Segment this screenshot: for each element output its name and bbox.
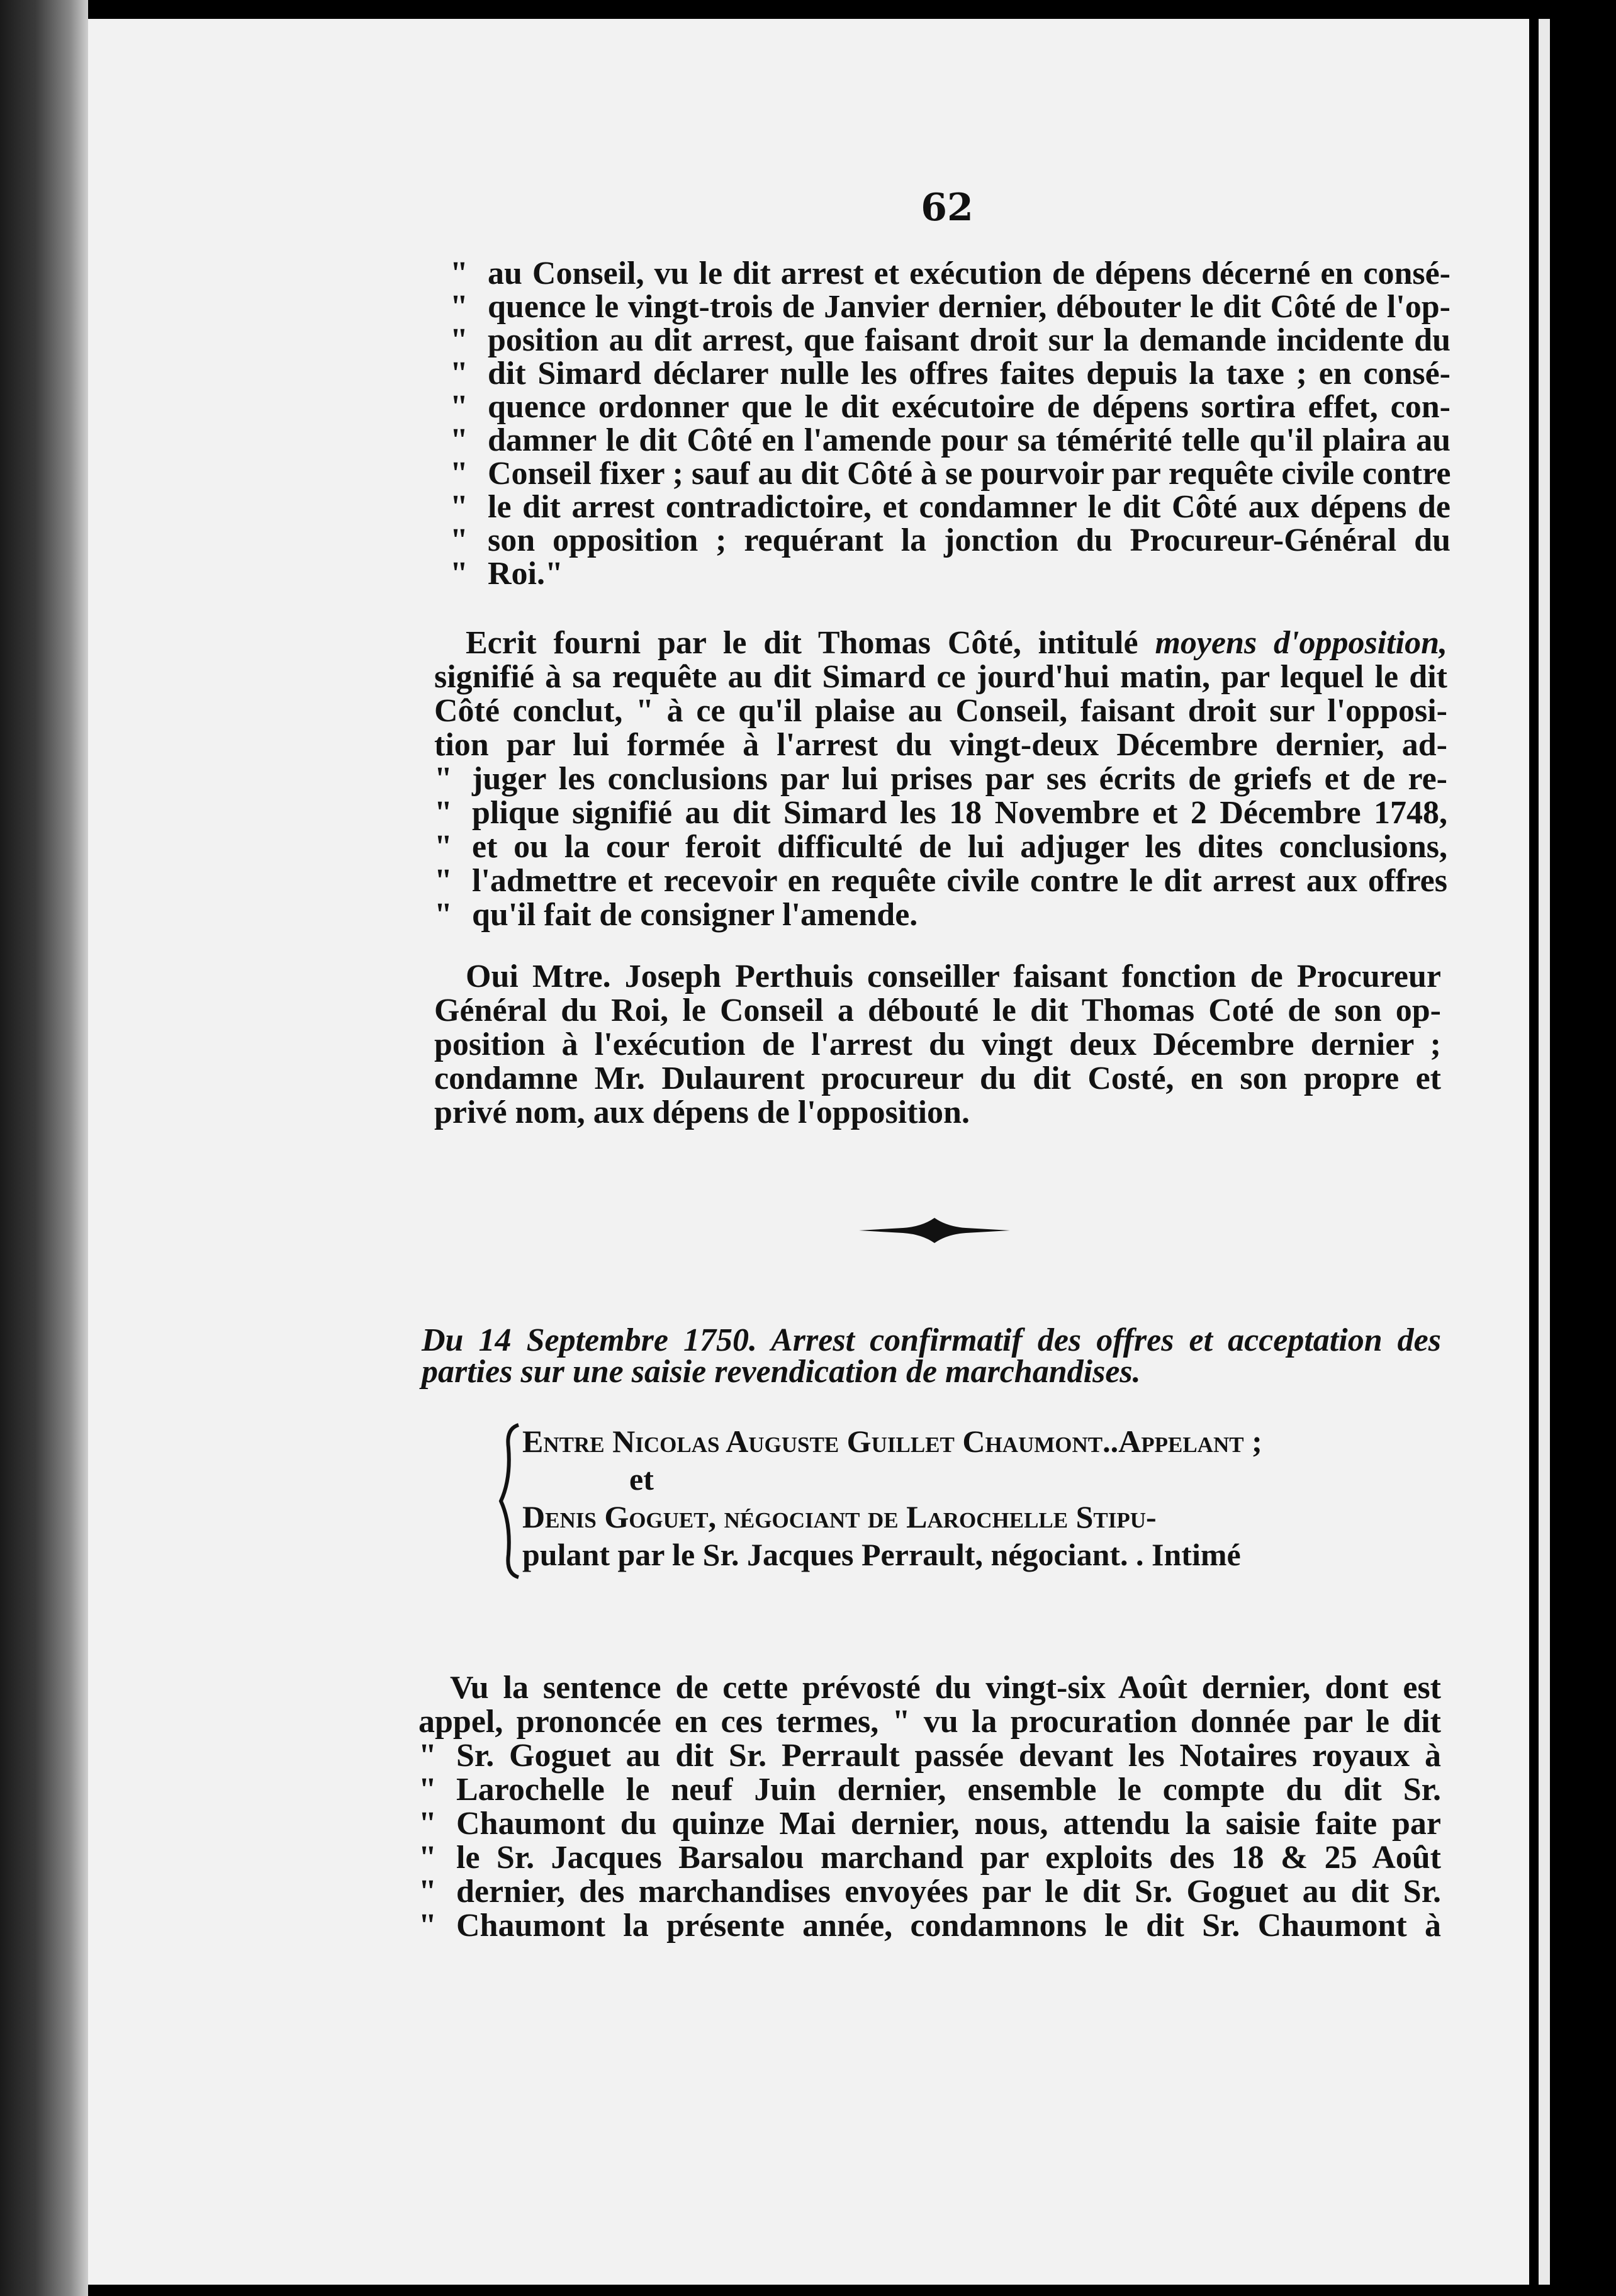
decree-heading [422, 1322, 1441, 1390]
text-line: juger les conclusions par lui prises par ses écrits de griefs et de re- [472, 761, 1447, 797]
scan-left-edge [0, 0, 88, 2296]
text-line: position à l'exécution de l'arrest du vingt deux Décembre dernier ; [434, 1027, 1441, 1062]
quote-mark: " [434, 863, 452, 899]
text-line: Larochelle le neuf Juin dernier, ensemble le compte du dit Sr. [456, 1772, 1441, 1808]
text-line: le dit arrest contradictoire, et condamner le dit Côté aux dépens de [488, 489, 1450, 525]
text-line: Sr. Goguet au dit Sr. Perrault passée devant les Notaires royaux à [456, 1738, 1441, 1774]
curly-brace-icon [497, 1422, 522, 1580]
page-number: 62 [921, 186, 974, 230]
quote-mark: " [418, 1874, 437, 1910]
paragraph-sentence [418, 1671, 1441, 1943]
quote-mark: " [434, 795, 452, 831]
text-line: dit Simard déclarer nulle les offres faites depuis la taxe ; en consé- [488, 356, 1450, 391]
text-line: Chaumont la présente année, condamnons le dit Sr. Chaumont à [456, 1908, 1441, 1944]
italic-title: moyens d'opposition, [1155, 625, 1447, 661]
text-line: Roi." [488, 556, 563, 592]
quote-mark: " [434, 761, 452, 797]
text-line: Vu la sentence de cette prévosté du vingt-six Août dernier, dont est [450, 1670, 1441, 1706]
quote-mark: " [450, 256, 468, 291]
text-line: damner le dit Côté en l'amende pour sa témérité telle qu'il plaira au [488, 422, 1450, 458]
quote-mark: " [450, 456, 468, 492]
quote-mark: " [418, 1806, 437, 1842]
text-line: Général du Roi, le Conseil a débouté le dit Thomas Coté de son op- [434, 993, 1441, 1028]
quote-mark: " [418, 1840, 437, 1876]
paragraph-quoted-conclusion [450, 257, 1450, 590]
quote-mark: " [418, 1908, 437, 1944]
text-line: appel, prononcée en ces termes, " vu la procuration donnée par le dit [418, 1704, 1441, 1740]
heading-line: parties sur une saisie revendication de marchandises. [422, 1354, 1141, 1390]
quote-mark: " [450, 422, 468, 458]
ornamental-divider-icon [859, 1212, 1010, 1249]
paragraph-judgment [434, 960, 1441, 1130]
text-line: son opposition ; requérant la jonction du Procureur-Général du [488, 522, 1450, 558]
text-line: dernier, des marchandises envoyées par le dit Sr. Goguet au dit Sr. [456, 1874, 1441, 1910]
quote-mark: " [434, 897, 452, 933]
quote-mark: " [450, 556, 468, 592]
quote-mark: " [434, 829, 452, 865]
respondent-line: Denis Goguet, négociant de Larochelle Stipu- [522, 1499, 1157, 1534]
text-line: plique signifié au dit Simard les 18 Novembre et 2 Décembre 1748, [472, 795, 1447, 831]
text-line: Oui Mtre. Joseph Perthuis conseiller faisant fonction de Procureur [466, 959, 1441, 994]
conjunction-line: et [629, 1461, 654, 1497]
quote-mark: " [450, 289, 468, 325]
appellant-line: Entre Nicolas Auguste Guillet Chaumont..Appelant ; [522, 1424, 1262, 1459]
text-line: et ou la cour feroit difficulté de lui adjuger les dites conclusions, [472, 829, 1447, 865]
next-page-edge [1539, 19, 1550, 2285]
text-line: Conseil fixer ; sauf au dit Côté à se pourvoir par requête civile contre [488, 456, 1451, 492]
text-line: Ecrit fourni par le dit Thomas Côté, intitulé moyens d'opposition, [466, 625, 1447, 661]
text-line: qu'il fait de consigner l'amende. [472, 897, 918, 933]
text-line: position au dit arrest, que faisant droit sur la demande incidente du [488, 322, 1450, 358]
quote-mark: " [450, 322, 468, 358]
quote-mark: " [450, 522, 468, 558]
text-line: quence le vingt-trois de Janvier dernier, débouter le dit Côté de l'op- [488, 289, 1450, 325]
text-line: tion par lui formée à l'arrest du vingt-deux Décembre dernier, ad- [434, 727, 1447, 763]
text-line: le Sr. Jacques Barsalou marchand par exploits des 18 & 25 Août [456, 1840, 1441, 1876]
heading-line: Du 14 Septembre 1750. Arrest confirmatif des offres et acceptation des [422, 1322, 1441, 1358]
quote-mark: " [418, 1738, 437, 1774]
paragraph-ecrit-fourni [434, 626, 1447, 932]
text-line: condamne Mr. Dulaurent procureur du dit Costé, en son propre et [434, 1061, 1441, 1096]
parties-block [522, 1422, 1428, 1573]
quote-mark: " [450, 356, 468, 391]
text-line: Chaumont du quinze Mai dernier, nous, attendu la saisie faite par [456, 1806, 1441, 1842]
quote-mark: " [450, 389, 468, 425]
quote-mark: " [450, 489, 468, 525]
quote-mark: " [418, 1772, 437, 1808]
text-line: quence ordonner que le dit exécutoire de dépens sortira effet, con- [488, 389, 1450, 425]
text-line: au Conseil, vu le dit arrest et exécution de dépens décerné en consé- [488, 256, 1450, 291]
text-line: l'admettre et recevoir en requête civile contre le dit arrest aux offres [472, 863, 1447, 899]
respondent-line-2: pulant par le Sr. Jacques Perrault, négociant. . Intimé [522, 1537, 1241, 1572]
text-line: Côté conclut, " à ce qu'il plaise au Conseil, faisant droit sur l'opposi- [434, 693, 1447, 729]
text-line: signifié à sa requête au dit Simard ce jourd'hui matin, par lequel le dit [434, 659, 1447, 695]
text-line: privé nom, aux dépens de l'opposition. [434, 1095, 970, 1130]
